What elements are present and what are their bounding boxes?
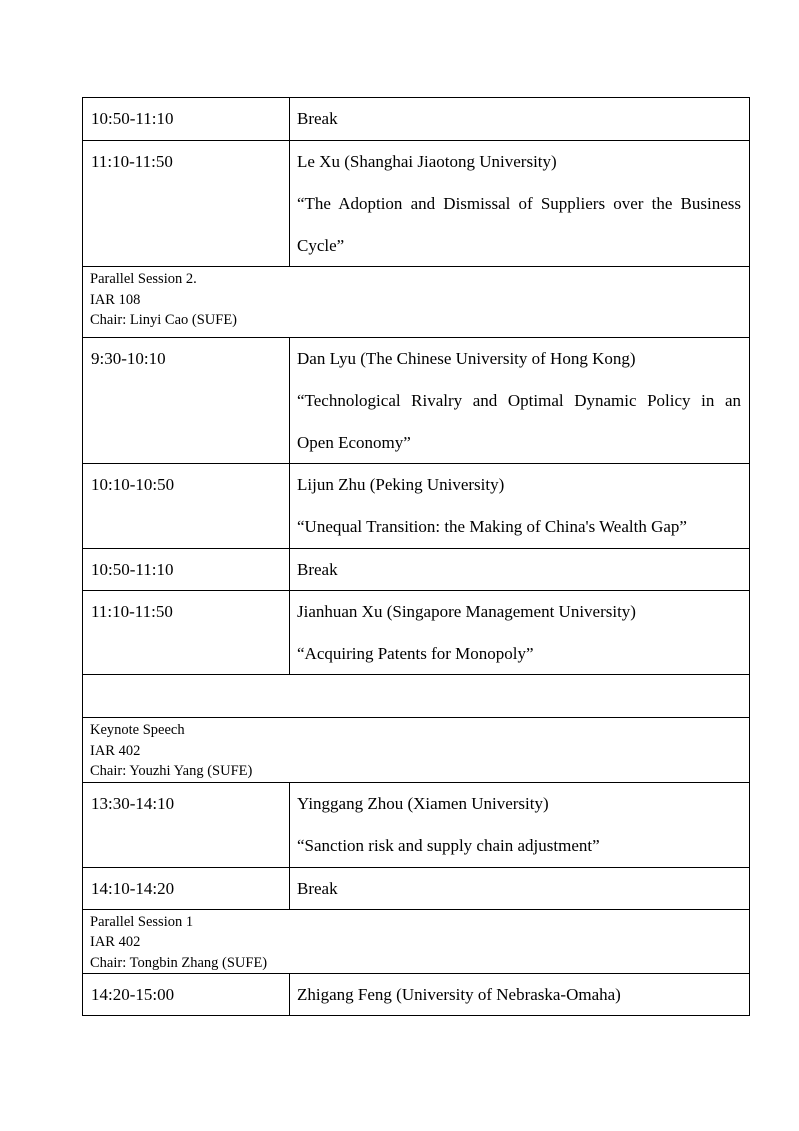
content-cell: [290, 549, 750, 591]
time-cell: 10:50-11:10: [83, 549, 290, 591]
session-chair: Chair: Linyi Cao (SUFE): [90, 312, 238, 328]
session-chair: Chair: Tongbin Zhang (SUFE): [90, 954, 268, 971]
session-room: IAR 402: [90, 934, 141, 950]
content-cell: [290, 782, 750, 867]
break-label: Break: [297, 878, 338, 898]
session-chair: Chair: Youzhi Yang (SUFE): [90, 763, 253, 779]
speaker-name: Yinggang Zhou (Xiamen University): [297, 793, 549, 813]
talk-title-continued: Cycle”: [297, 236, 345, 255]
table-row: [83, 867, 750, 909]
table-row: [83, 141, 750, 267]
time-cell: 14:20-15:00: [83, 974, 290, 1016]
session-header-row: [83, 718, 750, 783]
empty-cell: [83, 675, 750, 718]
talk-title-continued: Open Economy”: [297, 433, 411, 452]
talk-title: “Acquiring Patents for Monopoly”: [297, 644, 534, 663]
session-title: Parallel Session 2.: [90, 271, 197, 287]
talk-title: “Technological Rivalry and Optimal Dynamic Policy in an: [297, 391, 741, 410]
table-row: [83, 464, 750, 549]
session-header: [83, 909, 750, 974]
time-cell: 10:50-11:10: [83, 98, 290, 141]
content-cell: [290, 141, 750, 267]
speaker-name: Jianhuan Xu (Singapore Management University): [297, 602, 636, 621]
break-label: Break: [297, 560, 338, 579]
content-cell: [290, 974, 750, 1016]
speaker-name: Lijun Zhu (Peking University): [297, 475, 505, 494]
content-cell: [290, 591, 750, 675]
time-cell: 9:30-10:10: [83, 338, 290, 464]
content-cell: [290, 464, 750, 549]
time-cell: 11:10-11:50: [83, 141, 290, 267]
session-room: IAR 402: [90, 742, 141, 759]
talk-title: “Unequal Transition: the Making of China's Wealth Gap”: [297, 517, 687, 536]
speaker-name: Dan Lyu (The Chinese University of Hong Kong): [297, 349, 636, 368]
session-header: [83, 718, 750, 783]
table-row: [83, 338, 750, 464]
empty-row: [83, 675, 750, 718]
talk-title: “The Adoption and Dismissal of Suppliers over the Business: [297, 194, 741, 213]
table-row: [83, 549, 750, 591]
table-row: [83, 591, 750, 675]
speaker-name: Zhigang Feng (University of Nebraska-Omaha): [297, 985, 621, 1004]
session-header-row: [83, 909, 750, 974]
break-label: Break: [297, 109, 338, 128]
schedule-table: [82, 97, 750, 1016]
time-cell: 10:10-10:50: [83, 464, 290, 549]
table-row: [83, 782, 750, 867]
content-cell: [290, 98, 750, 141]
session-header: [83, 267, 750, 338]
session-header-row: [83, 267, 750, 338]
speaker-name: Le Xu (Shanghai Jiaotong University): [297, 152, 557, 171]
table-row: [83, 974, 750, 1016]
content-cell: [290, 338, 750, 464]
time-cell: 14:10-14:20: [83, 867, 290, 909]
time-cell: 11:10-11:50: [83, 591, 290, 675]
session-room: IAR 108: [90, 291, 141, 308]
time-cell: 13:30-14:10: [83, 782, 290, 867]
table-row: [83, 98, 750, 141]
session-title: Parallel Session 1: [90, 913, 194, 930]
session-title: Keynote Speech: [90, 722, 185, 738]
content-cell: [290, 867, 750, 909]
talk-title: “Sanction risk and supply chain adjustment”: [297, 835, 600, 855]
